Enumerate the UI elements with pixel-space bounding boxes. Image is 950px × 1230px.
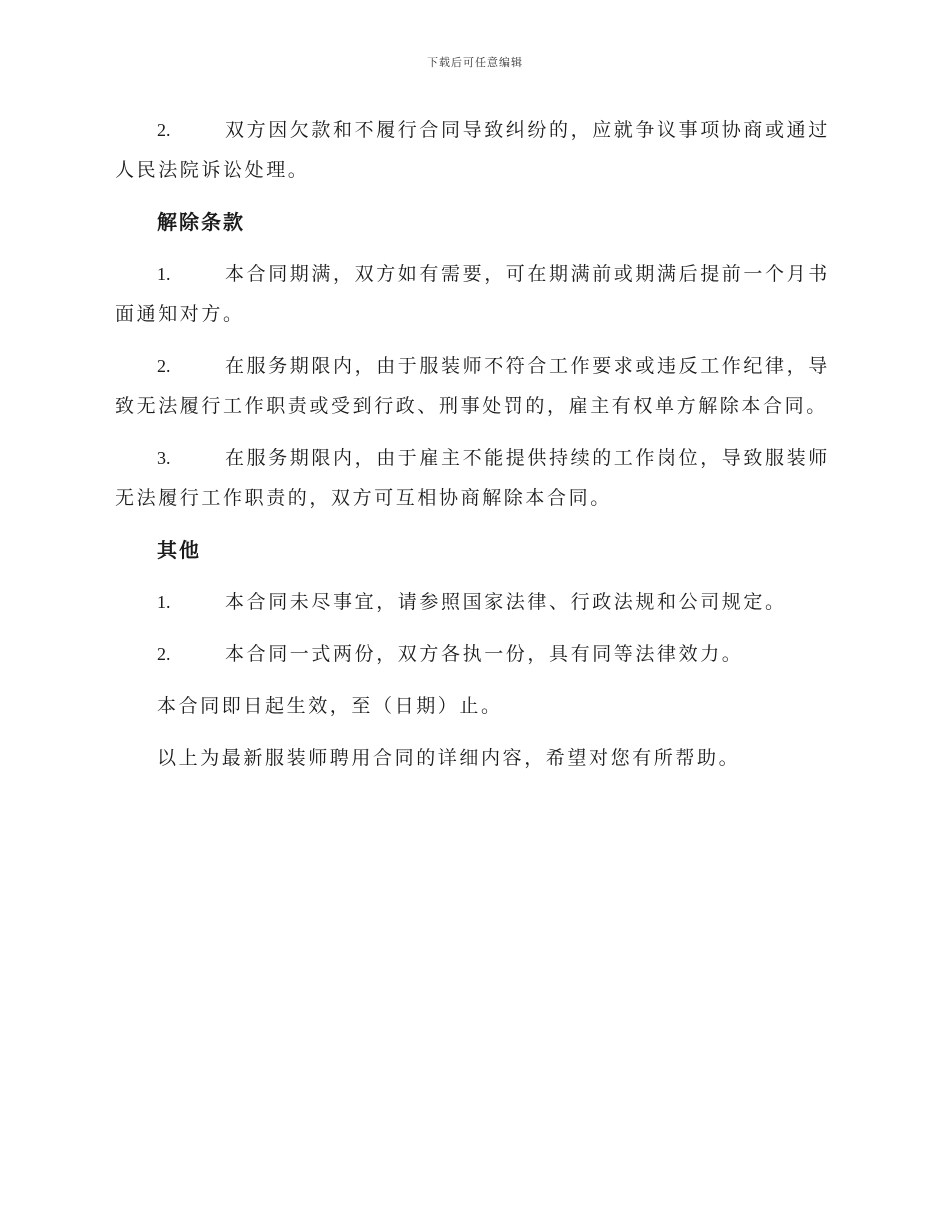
clause-number: 2. [157, 356, 171, 376]
clause-text: 双方因欠款和不履行合同导致纠纷的，应就争议事项协商或通过人民法院诉讼处理。 [115, 119, 830, 181]
other-clause-1 [115, 582, 835, 622]
other-clause-2 [115, 634, 835, 674]
closing-summary: 以上为最新服装师聘用合同的详细内容，希望对您有所帮助。 [157, 747, 741, 769]
clause-number: 1. [157, 592, 171, 612]
clause-number: 2. [157, 120, 171, 140]
document-body [115, 110, 835, 790]
clause-text: 在服务期限内，由于雇主不能提供持续的工作岗位，导致服装师无法履行工作职责的，双方可互相协商解除本合同。 [115, 447, 830, 509]
clause-number: 2. [157, 644, 171, 664]
dispute-clause-2 [115, 110, 835, 190]
clause-number: 1. [157, 264, 171, 284]
clause-text: 在服务期限内，由于服装师不符合工作要求或违反工作纪律，导致无法履行工作职责或受到行政、刑事处罚的，雇主有权单方解除本合同。 [115, 355, 830, 417]
termination-clause-3 [115, 438, 835, 518]
clause-text: 本合同期满，双方如有需要，可在期满前或期满后提前一个月书面通知对方。 [115, 263, 830, 325]
termination-clause-1 [115, 254, 835, 334]
page-header: 下载后可任意编辑 [427, 56, 523, 69]
effective-date-statement: 本合同即日起生效，至（日期）止。 [157, 695, 503, 717]
clause-number: 3. [157, 448, 171, 468]
termination-clause-2 [115, 346, 835, 426]
clause-text: 本合同未尽事宜，请参照国家法律、行政法规和公司规定。 [225, 591, 787, 613]
clause-text: 本合同一式两份，双方各执一份，具有同等法律效力。 [225, 643, 744, 665]
section-heading-other: 其他 [157, 538, 201, 562]
section-heading-termination: 解除条款 [157, 210, 245, 234]
